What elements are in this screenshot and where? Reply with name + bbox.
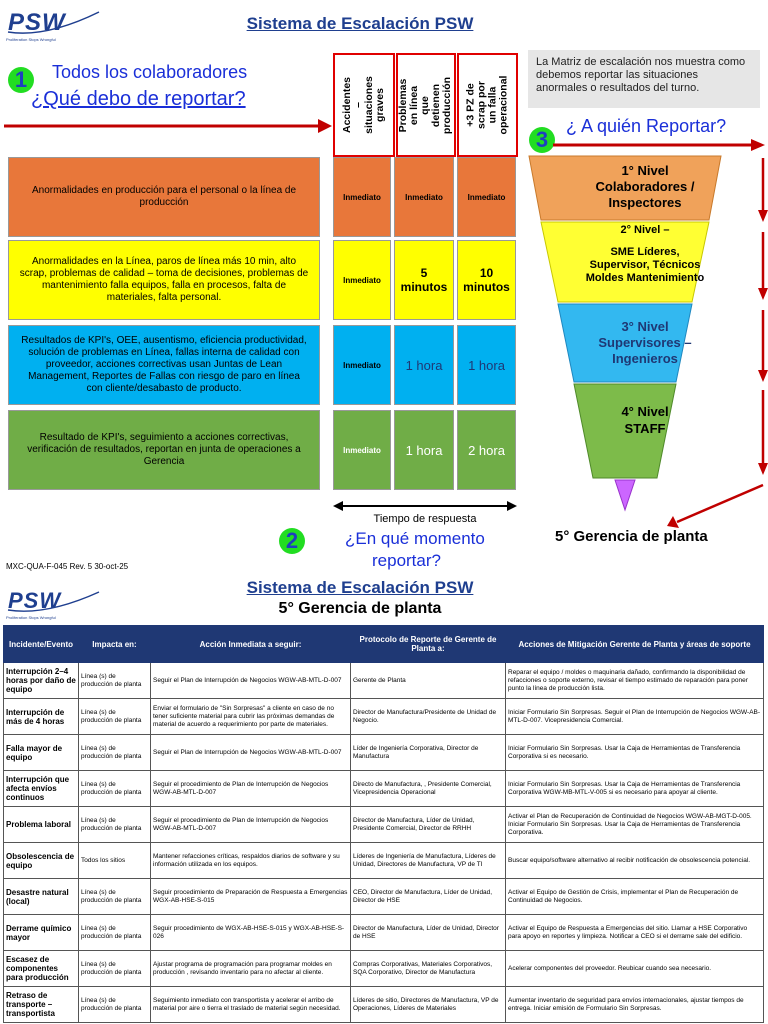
matrix-row-4-cell-3: 2 hora <box>457 410 516 490</box>
table-cell: Iniciar Formulario Sin Sorpresas. Seguir el Plan de Interrupción de Negocios WGW-AB-MTL-D-007. Vicepresidencia Comercial. <box>506 699 764 735</box>
header-incidente: Incidente/Evento <box>4 626 79 663</box>
table-cell: Línea (s) de producción de planta <box>79 771 151 807</box>
table-cell: Seguir el Plan de Interrupción de Negocios WGW-AB-MTL-D-007 <box>151 663 351 699</box>
table-cell: Línea (s) de producción de planta <box>79 879 151 915</box>
response-time-arrow-icon <box>333 499 517 513</box>
table-cell: Falla mayor de equipo <box>4 735 79 771</box>
table-row <box>4 879 764 915</box>
table-header-row <box>4 626 764 663</box>
table-cell: CEO, Director de Manufactura, Líder de Unidad, Director de HSE <box>351 879 506 915</box>
table-row <box>4 699 764 735</box>
table-cell: Gerente de Planta <box>351 663 506 699</box>
psw-logo-mark-secondary-icon <box>6 588 101 612</box>
matrix-row-4-label: Resultado de KPI's, seguimiento a acciones correctivas, verificación de resultados, reportan en junta de operaciones a Gerencia <box>8 410 320 490</box>
table-cell: Escasez de componentes para producción <box>4 951 79 987</box>
matrix-row-3-cell-3: 1 hora <box>457 325 516 405</box>
table-cell: Línea (s) de producción de planta <box>79 807 151 843</box>
table-cell: Seguir el Plan de Interrupción de Negocios WGW-AB-MTL-D-007 <box>151 735 351 771</box>
column-header-problemas-linea: Problemas en línea que detienen producción <box>396 53 456 157</box>
table-cell: Interrupción de más de 4 horas <box>4 699 79 735</box>
table-cell: Obsolescencia de equipo <box>4 843 79 879</box>
table-cell: Problema laboral <box>4 807 79 843</box>
table-cell: Iniciar Formulario Sin Sorpresas. Usar la Caja de Herramientas de Transferencia Corporativa si es necesario. <box>506 735 764 771</box>
table-cell: Línea (s) de producción de planta <box>79 915 151 951</box>
matrix-row-4-cell-2: 1 hora <box>394 410 454 490</box>
step-3-label: ¿ A quién Reportar? <box>566 116 727 136</box>
table-row <box>4 951 764 987</box>
matrix-row-2-cell-2: 5 minutos <box>394 240 454 320</box>
psw-logo-secondary <box>6 588 101 622</box>
table-cell: Enviar el formulario de "Sin Sorpresas" a cliente en caso de no tener suficiente material para cubrir las próximas demandas de material de acuerdo a requerimiento por parte de materiales. <box>151 699 351 735</box>
header-impacta: Impacta en: <box>79 626 151 663</box>
table-cell: Líder de Ingeniería Corporativa, Director de Manufactura <box>351 735 506 771</box>
psw-logo-mark-icon <box>6 8 101 34</box>
funnel-level-2-heading: 2° Nivel – <box>620 224 670 236</box>
step-2-question-line2: reportar? <box>372 551 441 570</box>
table-row <box>4 735 764 771</box>
step-1-arrow-icon <box>4 116 334 136</box>
funnel-level-4-label: 4° Nivel STAFF <box>621 404 669 436</box>
table-cell: Activar el Plan de Recuperación de Continuidad de Negocios WGW-AB-MGT-D-005. Iniciar Formulario Sin Sorpresas. Usar la Caja de Herramientas de Transferencia Corporativa. <box>506 807 764 843</box>
table-cell: Reparar el equipo / moldes o maquinaria dañado, confirmando la disponibilidad de refacciones o soporte externo, revisar el tiempo estimado de reparación para poner punto la línea de producción lista. <box>506 663 764 699</box>
table-cell: Acelerar componentes del proveedor. Reubicar cuando sea necesario. <box>506 951 764 987</box>
matrix-row-2-cell-1: Inmediato <box>333 240 391 320</box>
matrix-row-1-cell-2: Inmediato <box>394 157 454 237</box>
table-cell: Activar el Equipo de Gestión de Crisis, implementar el Plan de Recuperación de Continuidad de Negocios. <box>506 879 764 915</box>
svg-text:PSW: PSW <box>8 588 62 612</box>
funnel-level-5 <box>615 480 635 510</box>
matrix-row-3-cell-2: 1 hora <box>394 325 454 405</box>
svg-text:PSW: PSW <box>8 9 66 34</box>
table-cell: Derrame químico mayor <box>4 915 79 951</box>
table-cell: Ajustar programa de programación para programar moldes en producción , revisando inventario para no afectar al cliente. <box>151 951 351 987</box>
document-code: MXC-QUA-F-045 Rev. 5 30-oct-25 <box>6 562 129 571</box>
section-title: Sistema de Escalación PSW <box>246 578 474 597</box>
table-cell: Buscar equipo/software alternativo al recibir notificación de obsolescencia potencial. <box>506 843 764 879</box>
table-cell: Director de Manufactura, Líder de Unidad, Presidente Comercial, Director de RRHH <box>351 807 506 843</box>
table-cell: Línea (s) de producción de planta <box>79 735 151 771</box>
funnel-level-2-label: SME Líderes, Supervisor, Técnicos Moldes Mantenimiento <box>585 246 705 284</box>
matrix-note: La Matriz de escalación nos muestra como debemos reportar las situaciones anormales o resultados del turno. <box>528 50 760 108</box>
matrix-row-1-label: Anormalidades en producción para el personal o la línea de producción <box>8 157 320 237</box>
logo-tagline-secondary: Proliferation Stops Wrongful <box>6 615 56 620</box>
table-cell: Línea (s) de producción de planta <box>79 663 151 699</box>
table-row <box>4 771 764 807</box>
step-2-badge: 2 <box>279 528 305 554</box>
table-cell: Seguir el procedimiento de Plan de Interrupción de Negocios WGW-AB-MTL-D-007 <box>151 771 351 807</box>
psw-logo <box>6 8 101 44</box>
header-protocolo: Protocolo de Reporte de Gerente de Planta a: <box>351 626 506 663</box>
table-cell: Activar el Equipo de Respuesta a Emergencias del sitio. Llamar a HSE Corporativo para apoyo en reportes y limpieza. Notificar a CEO si el derrame sale del edificio. <box>506 915 764 951</box>
step-2-question-line1: ¿En qué momento <box>345 529 485 548</box>
table-cell: Línea (s) de producción de planta <box>79 987 151 1023</box>
table-cell: Líderes de sitio, Directores de Manufactura, VP de Operaciones, Líderes de Materiales <box>351 987 506 1023</box>
table-cell: Seguir procedimiento de WGX-AB-HSE-S-015 y WGX-AB-HSE-S-026 <box>151 915 351 951</box>
matrix-row-4-cell-1: Inmediato <box>333 410 391 490</box>
table-row <box>4 807 764 843</box>
table-cell: Director de Manufactura, Líder de Unidad, Director de HSE <box>351 915 506 951</box>
logo-tagline: Proliferation Stops Wrongful <box>6 37 56 42</box>
mitigation-table <box>3 625 764 1023</box>
column-header-accidentes: Accidentes – situaciones graves <box>333 53 395 157</box>
funnel-level-3-label: 3° Nivel Supervisores – Ingenieros <box>598 319 692 366</box>
table-cell: Interrupción 2–4 horas por daño de equipo <box>4 663 79 699</box>
table-cell: Mantener refacciones críticas, respaldos diarios de software y su información utilizada en los equipos. <box>151 843 351 879</box>
table-cell: Línea (s) de producción de planta <box>79 699 151 735</box>
header-mitigacion: Acciones de Mitigación Gerente de Planta y áreas de soporte <box>506 626 764 663</box>
table-cell: Desastre natural (local) <box>4 879 79 915</box>
table-row <box>4 843 764 879</box>
table-cell: Compras Corporativas, Materiales Corporativos, SQA Corporativo, Director de Manufactura <box>351 951 506 987</box>
header-accion: Acción Inmediata a seguir: <box>151 626 351 663</box>
table-cell: Todos los sitios <box>79 843 151 879</box>
table-row <box>4 915 764 951</box>
table-cell: Líderes de Ingeniería de Manufactura, Líderes de Unidad, Directores de Manufactura, VP de TI <box>351 843 506 879</box>
table-cell: Retraso de transporte – transportista <box>4 987 79 1023</box>
matrix-row-2-cell-3: 10 minutos <box>457 240 516 320</box>
funnel-level-5-label: 5° Gerencia de planta <box>555 528 708 545</box>
table-cell: Iniciar Formulario Sin Sorpresas. Usar la Caja de Herramientas de Transferencia Corporativa WGW-MB-MTL-V-005 si es necesario para apoyar al cliente. <box>506 771 764 807</box>
table-cell: Seguimiento inmediato con transportista y acelerar el arribo de material por aire o tierra el traslado de material según necesidad. <box>151 987 351 1023</box>
table-cell: Interrupción que afecta envíos continuos <box>4 771 79 807</box>
table-cell: Aumentar inventario de seguridad para envíos internacionales, ajustar tiempos de entrega. Iniciar emisión de Formulario Sin Sorpresas. <box>506 987 764 1023</box>
table-cell: Directo de Manufactura, , Presidente Comercial, Vicepresidencia Operacional <box>351 771 506 807</box>
matrix-row-1-cell-3: Inmediato <box>457 157 516 237</box>
matrix-row-3-cell-1: Inmediato <box>333 325 391 405</box>
page-title: Sistema de Escalación PSW <box>246 14 474 33</box>
matrix-row-3-label: Resultados de KPI's, OEE, ausentismo, eficiencia productividad, solución de problemas en Línea, fallas interna de calidad con proveedor, acciones correctivas usan Juntas de Lean Management, Reportes de Fallas con riesgo de paro en línea con cliente/desabasto de producto. <box>8 325 320 405</box>
section-subtitle: 5° Gerencia de planta <box>278 600 442 617</box>
funnel-level-1-label: 1° Nivel Colaboradores / Inspectores <box>595 163 695 210</box>
table-cell: Seguir el procedimiento de Plan de Interrupción de Negocios WGW-AB-MTL-D-007 <box>151 807 351 843</box>
column-header-scrap: +3 PZ de scrap por un falla operacional <box>457 53 518 157</box>
table-row <box>4 663 764 699</box>
step-1-title: Todos los colaboradores <box>52 62 248 82</box>
matrix-row-2-label: Anormalidades en la Línea, paros de línea más 10 min, alto scrap, problemas de calidad – toma de decisiones, problemas de mantenimiento falla equipos, falla en procesos, falta de materiales, falta personal. <box>8 240 320 320</box>
step-1-badge: 1 <box>8 67 34 93</box>
matrix-row-1-cell-1: Inmediato <box>333 157 391 237</box>
table-row <box>4 987 764 1023</box>
response-time-label: Tiempo de respuesta <box>373 513 477 525</box>
table-cell: Director de Manufactura/Presidente de Unidad de Negocio. <box>351 699 506 735</box>
step-3-badge: 3 <box>529 127 555 153</box>
table-cell: Línea (s) de producción de planta <box>79 951 151 987</box>
step-1-question: ¿Qué debo de reportar? <box>31 88 246 110</box>
table-cell: Seguir procedimiento de Preparación de Respuesta a Emergencias WGX-AB-HSE-S-015 <box>151 879 351 915</box>
